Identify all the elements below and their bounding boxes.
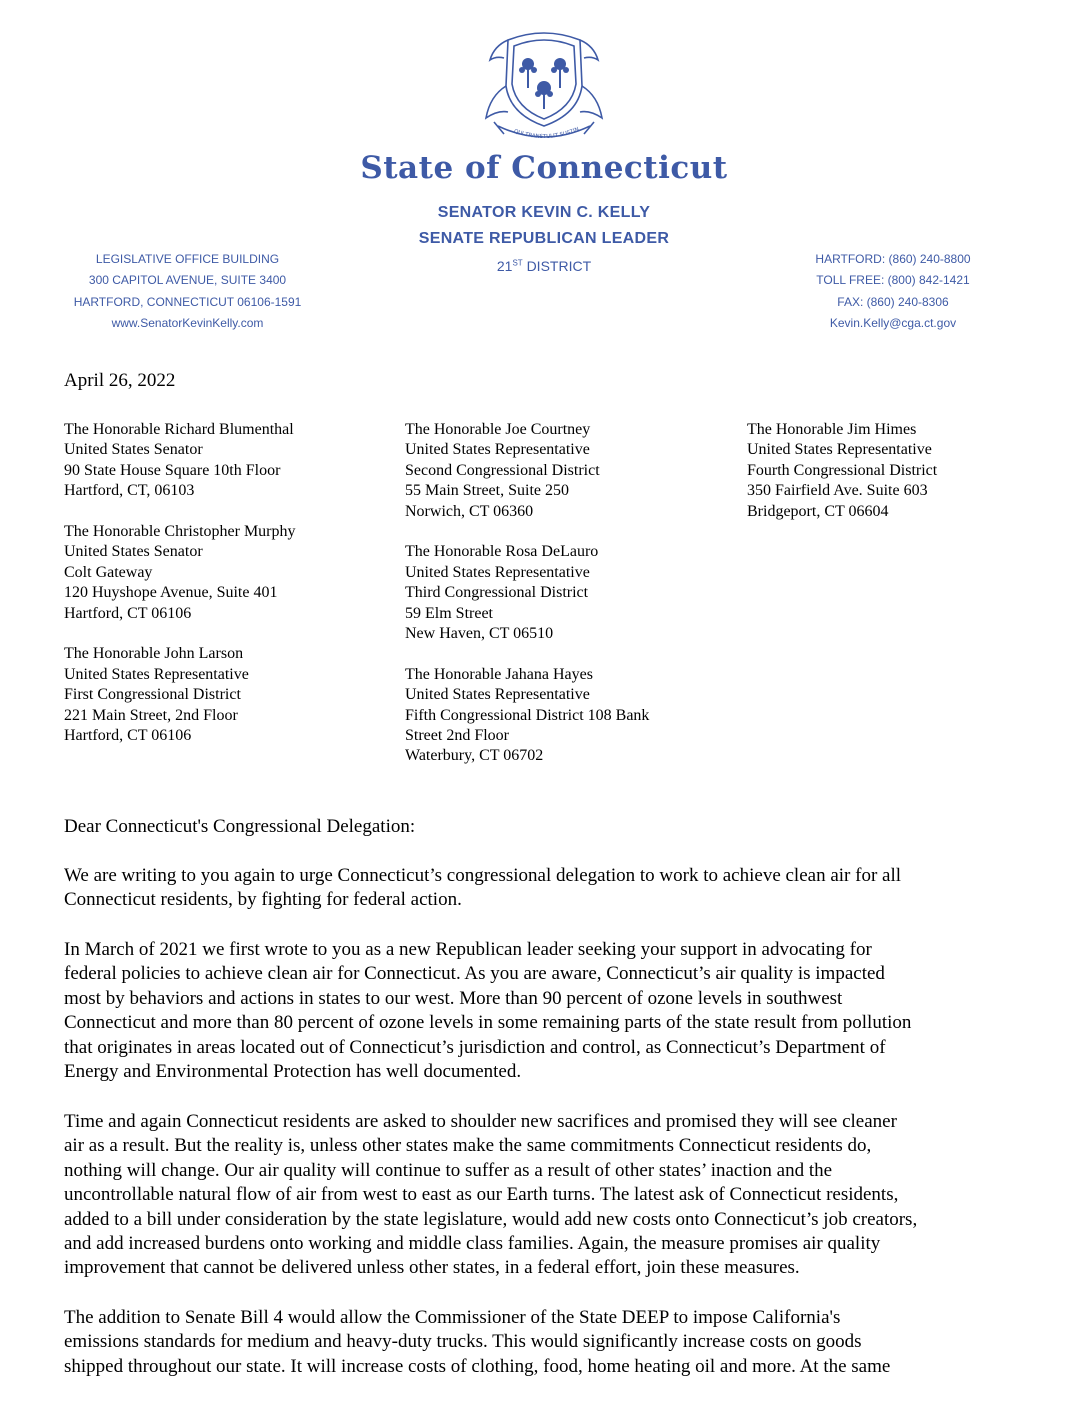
address-line: 59 Elm Street xyxy=(405,604,493,622)
address-line: New Haven, CT 06510 xyxy=(405,625,554,643)
address-line: 55 Main Street, Suite 250 xyxy=(405,482,569,500)
office-building: LEGISLATIVE OFFICE BUILDING xyxy=(95,252,280,266)
paragraph-line: air as a result. But the reality is, unless other states make the same commitments Connecticut residents do, xyxy=(64,1135,872,1157)
salutation: Dear Connecticut's Congressional Delegation: xyxy=(64,816,416,837)
district-word: DISTRICT xyxy=(526,258,592,274)
connecticut-seal-logo xyxy=(478,26,610,148)
paragraph-line: Energy and Environmental Protection has well documented. xyxy=(64,1061,522,1083)
fax-number: FAX: (860) 240-8306 xyxy=(837,294,949,309)
paragraph-line: Time and again Connecticut residents are asked to shoulder new sacrifices and promised they will see cleaner xyxy=(64,1111,897,1132)
recipient-address xyxy=(747,420,1067,522)
address-line: Second Congressional District xyxy=(405,461,600,479)
paragraph-line: Connecticut residents, by fighting for federal action. xyxy=(64,889,462,911)
recipient-address xyxy=(405,420,725,522)
body-paragraph xyxy=(64,1110,1034,1281)
address-line: Hartford, CT 06106 xyxy=(64,727,192,745)
address-line: 90 State House Square 10th Floor xyxy=(64,461,281,479)
paragraph-line: uncontrollable natural flow of air from west to east as our Earth turns. The latest ask of Connecticut residents, xyxy=(64,1184,899,1206)
district-number: 21 xyxy=(496,258,513,274)
office-address-block xyxy=(60,249,315,334)
address-line: The Honorable Christopher Murphy xyxy=(64,523,296,541)
address-line: The Honorable Richard Blumenthal xyxy=(64,421,294,438)
letter-date: April 26, 2022 xyxy=(64,370,176,391)
hartford-phone: HARTFORD: (860) 240-8800 xyxy=(815,252,971,266)
address-line: Hartford, CT, 06103 xyxy=(64,482,195,500)
district-suffix: ST xyxy=(512,258,523,268)
paragraph-line: emissions standards for medium and heavy-duty trucks. This would significantly increase costs on goods xyxy=(64,1331,862,1353)
address-line: United States Representative xyxy=(405,441,590,459)
address-line: Hartford, CT 06106 xyxy=(64,604,192,622)
address-line: United States Representative xyxy=(405,686,590,704)
recipient-address xyxy=(64,522,384,624)
paragraph-line: that originates in areas located out of Connecticut’s jurisdiction and control, as Connecticut’s Department of xyxy=(64,1036,886,1058)
address-line: United States Representative xyxy=(64,665,249,683)
toll-free-phone: TOLL FREE: (800) 842-1421 xyxy=(816,273,970,288)
address-line: The Honorable Joe Courtney xyxy=(405,421,591,438)
address-line: United States Senator xyxy=(64,441,203,459)
address-line: United States Representative xyxy=(405,563,590,581)
address-line: The Honorable Jim Himes xyxy=(747,421,917,438)
recipients-column-1 xyxy=(64,420,384,767)
paragraph-line: The addition to Senate Bill 4 would allow the Commissioner of the State DEEP to impose California's xyxy=(64,1307,841,1328)
seal-motto: QUI TRANSTULIT SUSTIN xyxy=(512,126,581,141)
state-title: State of Connecticut xyxy=(360,150,728,186)
address-line: United States Senator xyxy=(64,543,203,561)
body-paragraph xyxy=(64,1306,1034,1379)
paragraph-line: We are writing to you again to urge Connecticut’s congressional delegation to work to achieve clean air for all xyxy=(64,865,902,886)
address-line: United States Representative xyxy=(747,441,932,459)
address-line: Fourth Congressional District xyxy=(747,461,938,479)
paragraph-line: improvement that cannot be delivered unless other states, in a federal effort, join these measures. xyxy=(64,1257,800,1279)
website-link[interactable]: www.SenatorKevinKelly.com xyxy=(111,315,264,330)
paragraph-line: added to a bill under consideration by the state legislature, would add new costs onto Connecticut’s job creators, xyxy=(64,1208,918,1230)
recipients-column-2 xyxy=(405,420,725,787)
email-link[interactable]: Kevin.Kelly@cga.ct.gov xyxy=(829,315,957,330)
office-city: HARTFORD, CONNECTICUT 06106-1591 xyxy=(73,294,302,309)
address-line: The Honorable Jahana Hayes xyxy=(405,665,593,683)
address-line: Colt Gateway xyxy=(64,563,153,581)
paragraph-line: and add increased burdens onto working and middle class families. Again, the measure promises air quality xyxy=(64,1233,881,1255)
address-line: Waterbury, CT 06702 xyxy=(405,747,544,765)
address-line: Norwich, CT 06360 xyxy=(405,502,534,520)
address-line: Third Congressional District xyxy=(405,584,589,602)
paragraph-line: nothing will change. Our air quality will continue to suffer as a result of other states’ inaction and the xyxy=(64,1159,833,1181)
paragraph-line: shipped throughout our state. It will increase costs of clothing, food, home heating oil and more. At the same xyxy=(64,1355,891,1377)
senate-role: SENATE REPUBLICAN LEADER xyxy=(418,230,670,247)
address-line: Fifth Congressional District 108 Bank xyxy=(405,706,650,724)
address-line: First Congressional District xyxy=(64,686,241,704)
address-line: The Honorable John Larson xyxy=(64,645,244,663)
recipient-address xyxy=(64,420,384,502)
recipients-column-3 xyxy=(747,420,1067,542)
recipient-address xyxy=(405,665,725,767)
contact-phone-block xyxy=(798,249,988,334)
paragraph-line: In March of 2021 we first wrote to you as a new Republican leader seeking your support in advocating for xyxy=(64,939,872,960)
recipient-address xyxy=(64,644,384,746)
address-line: 221 Main Street, 2nd Floor xyxy=(64,706,238,724)
address-line: Street 2nd Floor xyxy=(405,727,509,745)
paragraph-line: most by behaviors and actions in states to our west. More than 90 percent of ozone levels in southwest xyxy=(64,987,843,1009)
office-street: 300 CAPITOL AVENUE, SUITE 3400 xyxy=(88,273,287,288)
body-paragraph xyxy=(64,938,1034,1084)
paragraph-line: Connecticut and more than 80 percent of ozone levels in some remaining parts of the state result from pollution xyxy=(64,1012,912,1034)
body-paragraph xyxy=(64,864,1034,913)
paragraph-line: federal policies to achieve clean air for Connecticut. As you are aware, Connecticut’s air quality is impacted xyxy=(64,963,885,985)
address-line: 120 Huyshope Avenue, Suite 401 xyxy=(64,584,278,602)
recipient-address xyxy=(405,542,725,644)
address-line: 350 Fairfield Ave. Suite 603 xyxy=(747,482,928,500)
senator-name: SENATOR KEVIN C. KELLY xyxy=(437,204,651,221)
address-line: Bridgeport, CT 06604 xyxy=(747,502,889,520)
address-line: The Honorable Rosa DeLauro xyxy=(405,543,599,561)
